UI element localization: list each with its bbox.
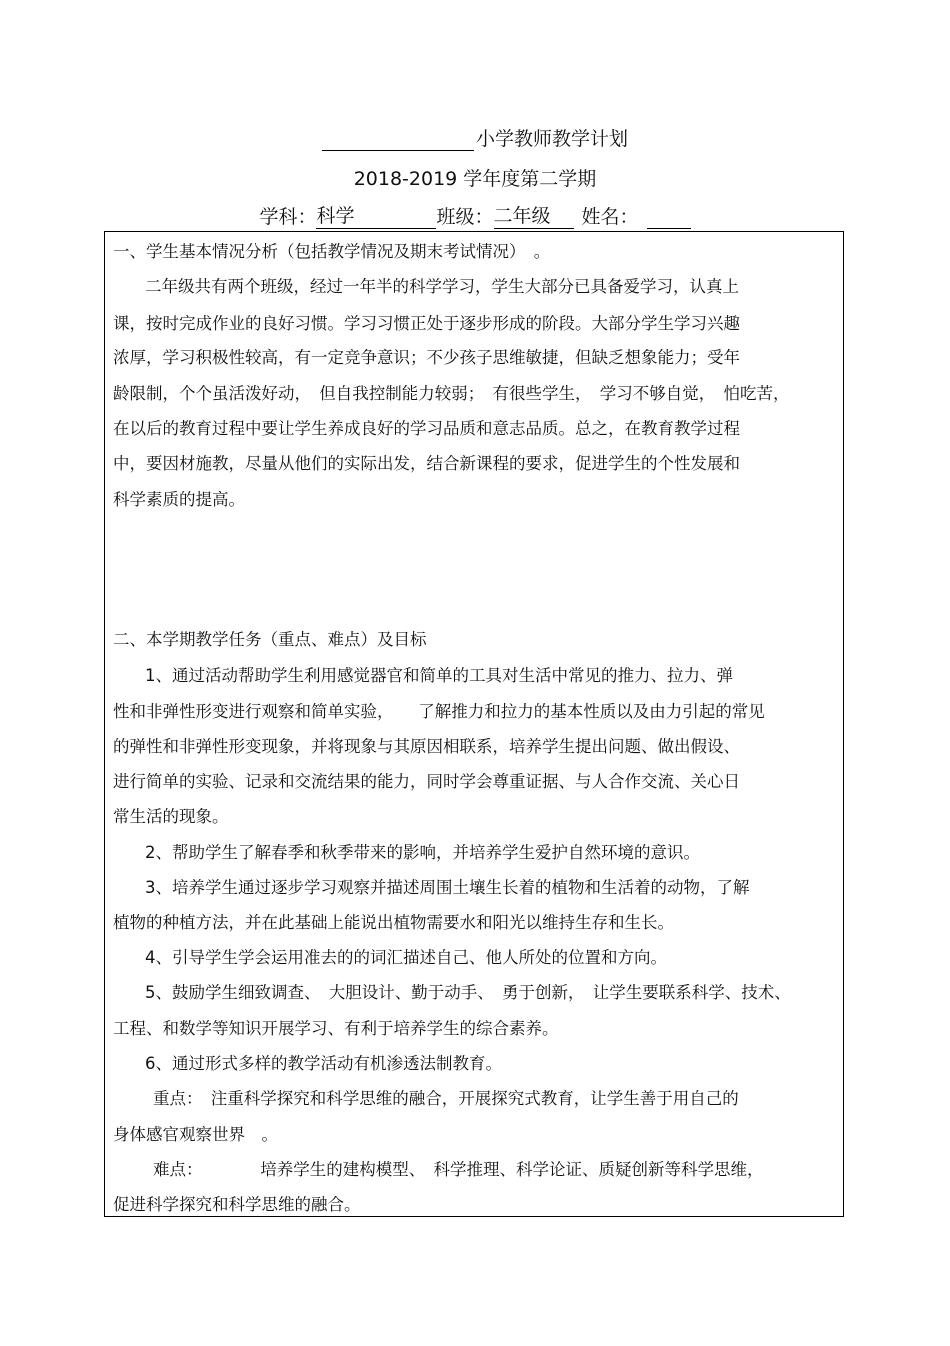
- section2-line: 进行简单的实验、记录和交流结果的能力，同时学会尊重证据、与人合作交流、关心日: [113, 772, 740, 791]
- term-line: 2018-2019 学年度第二学期: [353, 168, 597, 190]
- section1-line: 浓厚，学习积极性较高，有一定竞争意识；不少孩子思维敏捷，但缺乏想象能力；受年: [113, 348, 740, 367]
- section1-line: 中，要因材施教，尽量从他们的实际出发，结合新课程的要求，促进学生的个性发展和: [113, 454, 740, 473]
- subject-label: 学科：: [259, 206, 317, 228]
- name-label: 姓名：: [581, 206, 639, 228]
- section2-line: 2、帮助学生了解春季和秋季带来的影响，并培养学生爱护自然环境的意识。: [145, 843, 700, 862]
- name-blank: [647, 206, 691, 229]
- section2-heading: 二、本学期教学任务（重点、难点）及目标: [113, 630, 427, 649]
- section2-line: 工程、和数学等知识开展学习、有利于培养学生的综合素养。: [113, 1019, 559, 1038]
- section2-line: 1、通过活动帮助学生利用感觉器官和简单的工具对生活中常见的推力、拉力、弹: [145, 666, 733, 685]
- section2-line: 4、引导学生学会运用准去的的词汇描述自己、他人所处的位置和方向。: [145, 948, 667, 967]
- section2-line: 3、培养学生通过逐步学习观察并描述周围土壤生长着的植物和生活着的动物，了解: [145, 878, 750, 897]
- section1-line: 龄限制，个个虽活泼好动， 但自我控制能力较弱； 有很些学生， 学习不够自觉， 怕吃苦，: [113, 384, 790, 403]
- section2-line: 性和非弹性形变进行观察和简单实验， 了解推力和拉力的基本性质以及由力引起的常见: [113, 702, 765, 721]
- info-line: [0, 201, 950, 229]
- section1-line: 课，按时完成作业的良好习惯。学习习惯正处于逐步形成的阶段。大部分学生学习兴趣: [113, 314, 740, 333]
- class-label: 班级：: [436, 206, 494, 228]
- section2-line: 6、通过形式多样的教学活动有机渗透法制教育。: [145, 1054, 502, 1073]
- section2-line: 常生活的现象。: [113, 807, 229, 826]
- class-value: 二年级: [494, 201, 574, 229]
- key-points-line: 重点： 注重科学探究和科学思维的融合，开展探究式教育，让学生善于用自己的: [153, 1089, 739, 1108]
- section1-heading: 一、学生基本情况分析（包括教学情况及期末考试情况） 。: [113, 242, 551, 261]
- section1-line: 科学素质的提高。: [113, 490, 245, 509]
- school-name-blank: [322, 130, 474, 151]
- section1-line: 二年级共有两个班级，经过一年半的科学学习，学生大部分已具备爱学习，认真上: [145, 277, 739, 296]
- section2-line: 身体感官观察世界 。: [113, 1125, 278, 1144]
- difficulties-line: 难点： 培养学生的建构模型、 科学推理、科学论证、质疑创新等科学思维，: [153, 1160, 764, 1179]
- subject-value: 科学: [316, 201, 436, 229]
- section2-line: 促进科学探究和科学思维的融合。: [113, 1195, 361, 1214]
- section1-line: 在以后的教育过程中要让学生养成良好的学习品质和意志品质。总之，在教育教学过程: [113, 419, 740, 438]
- section2-line: 植物的种植方法，并在此基础上能说出植物需要水和阳光以维持生存和生长。: [113, 913, 674, 932]
- document-title: [0, 124, 950, 151]
- plan-table-cell: [104, 231, 844, 1217]
- title-text: 小学教师教学计划: [475, 128, 628, 150]
- section2-line: 5、鼓励学生细致调查、 大胆设计、勤于动手、 勇于创新， 让学生要联系科学、技术、: [145, 983, 791, 1002]
- section2-line: 的弹性和非弹性形变现象，并将现象与其原因相联系，培养学生提出问题、做出假设、: [113, 737, 740, 756]
